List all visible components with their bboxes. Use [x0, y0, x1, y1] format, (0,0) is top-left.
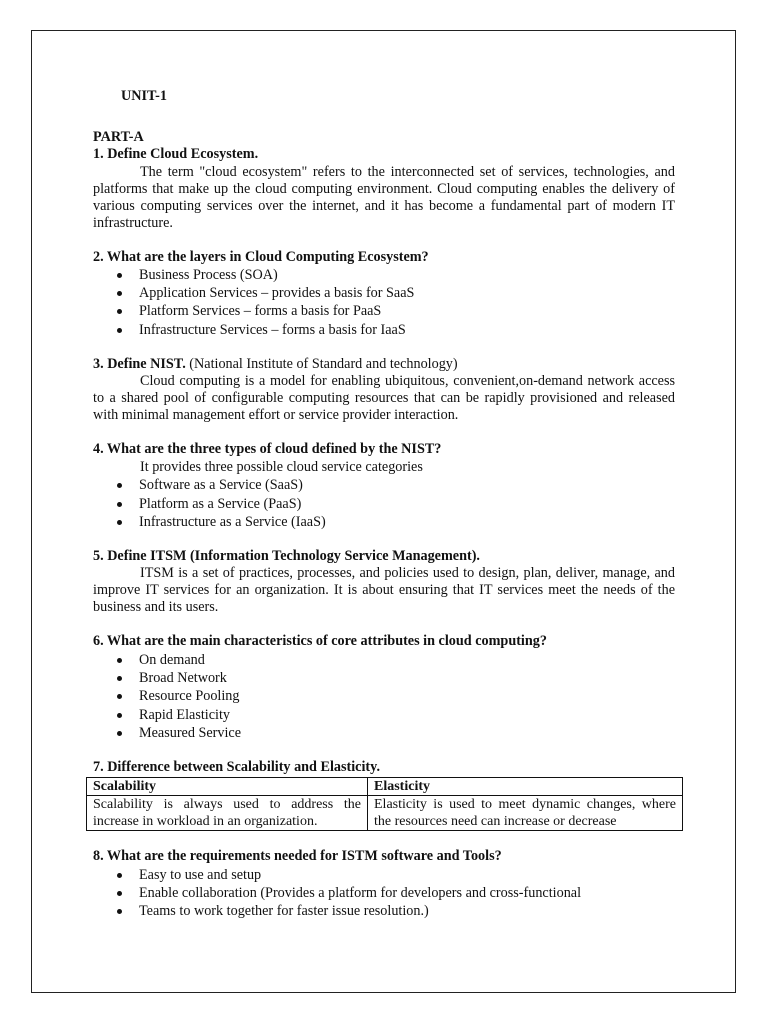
list-item: Platform as a Service (PaaS)	[93, 495, 675, 513]
question-3-title: 3. Define NIST. (National Institute of Standard and technology)	[93, 355, 458, 372]
question-3-answer: Cloud computing is a model for enabling ubiquitous, convenient,on-demand network access to a shared pool of configurable computing resources that can be rapidly provisioned and released with minimal management effort or service provider interaction.	[93, 373, 675, 424]
bullet-icon	[117, 713, 122, 718]
list-item: Teams to work together for faster issue resolution.)	[93, 902, 675, 920]
bullet-icon	[117, 891, 122, 896]
question-8-list	[93, 866, 675, 921]
question-1-answer: The term "cloud ecosystem" refers to the interconnected set of services, technologies, and platforms that make up the cloud computing environment. Cloud computing enables the delivery of various computing services over the internet, and it has become a fundamental part of modern IT infrastructure.	[93, 163, 675, 231]
list-item: Business Process (SOA)	[93, 266, 675, 284]
table-header-cell: Scalability	[87, 778, 368, 796]
question-6	[93, 633, 675, 742]
comparison-table	[86, 777, 683, 831]
table-header-row	[87, 778, 683, 796]
bullet-icon	[117, 273, 122, 278]
bullet-icon	[117, 502, 122, 507]
question-7	[93, 759, 675, 832]
table-cell: Elasticity is used to meet dynamic changes, where the resources need can increase or decrease	[368, 796, 683, 831]
bullet-icon	[117, 731, 122, 736]
question-4	[93, 441, 675, 531]
list-item: Resource Pooling	[93, 687, 675, 705]
question-8	[93, 848, 675, 920]
list-item: Software as a Service (SaaS)	[93, 476, 675, 494]
question-5-answer: ITSM is a set of practices, processes, and policies used to design, plan, deliver, manage, and improve IT services for an organization. It is about ensuring that IT services meet the needs of the business and its users.	[93, 565, 675, 616]
bullet-icon	[117, 520, 122, 525]
list-item: Infrastructure Services – forms a basis for IaaS	[93, 321, 675, 339]
list-item: Platform Services – forms a basis for PaaS	[93, 302, 675, 320]
bullet-icon	[117, 658, 122, 663]
question-5-title: 5. Define ITSM (Information Technology Service Management).	[93, 547, 480, 564]
question-1-title: 1. Define Cloud Ecosystem.	[93, 146, 259, 162]
bullet-icon	[117, 694, 122, 699]
list-item: Application Services – provides a basis for SaaS	[93, 284, 675, 302]
question-1	[93, 146, 675, 232]
bullet-icon	[117, 328, 122, 333]
question-3	[93, 356, 675, 425]
bullet-icon	[117, 291, 122, 296]
list-item: Rapid Elasticity	[93, 706, 675, 724]
list-item: Infrastructure as a Service (IaaS)	[93, 513, 675, 531]
question-6-title: 6. What are the main characteristics of core attributes in cloud computing?	[93, 633, 547, 650]
table-cell: Scalability is always used to address the increase in workload in an organization.	[87, 796, 368, 831]
bullet-icon	[117, 909, 122, 914]
question-8-title: 8. What are the requirements needed for ISTM software and Tools?	[93, 848, 502, 865]
question-3-title-note: (National Institute of Standard and technology)	[189, 355, 458, 372]
question-2-list	[93, 266, 675, 339]
list-item: Broad Network	[93, 669, 675, 687]
list-item: Enable collaboration (Provides a platform for developers and cross-functional	[93, 884, 675, 902]
bullet-icon	[117, 873, 122, 878]
table-row	[87, 796, 683, 831]
list-item: Measured Service	[93, 724, 675, 742]
unit-heading: UNIT-1	[121, 88, 167, 104]
table-header-cell: Elasticity	[368, 778, 683, 796]
question-4-title: 4. What are the three types of cloud defined by the NIST?	[93, 441, 442, 458]
document-body	[93, 86, 675, 921]
part-heading: PART-A	[93, 129, 144, 145]
question-4-list	[93, 476, 675, 531]
list-item: On demand	[93, 651, 675, 669]
question-2	[93, 249, 675, 339]
question-6-list	[93, 651, 675, 742]
question-4-intro: It provides three possible cloud service categories	[140, 458, 423, 475]
bullet-icon	[117, 309, 122, 314]
question-5	[93, 548, 675, 617]
list-item: Easy to use and setup	[93, 866, 675, 884]
bullet-icon	[117, 483, 122, 488]
bullet-icon	[117, 676, 122, 681]
question-2-title: 2. What are the layers in Cloud Computing Ecosystem?	[93, 248, 429, 265]
question-7-title: 7. Difference between Scalability and Elasticity.	[93, 758, 381, 775]
